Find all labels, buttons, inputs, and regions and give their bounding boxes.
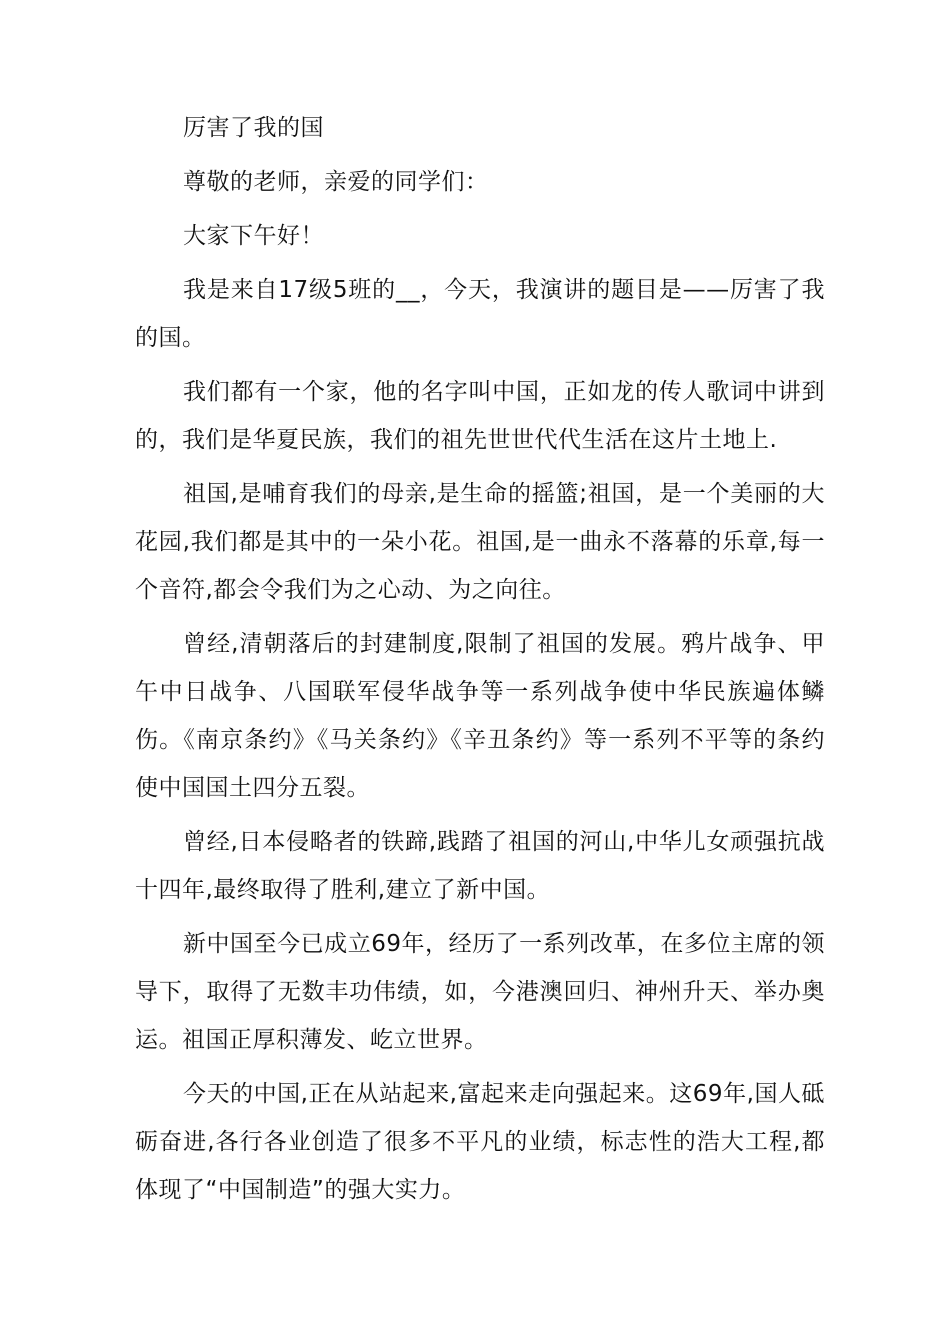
speech-title: 厉害了我的国 [183, 115, 324, 141]
paragraph-today: 今天的中国,正在从站起来,富起来走向强起来。这69年,国人砥砺奋进,各行各业创造了很多不平凡的业绩，标志性的浩大工程,都体现了“中国制造”的强大实力。 [135, 1081, 825, 1203]
salutation-line: 大家下午好！ [183, 223, 324, 249]
paragraph-intro: 我是来自17级5班的__，今天，我演讲的题目是——厉害了我的国。 [135, 277, 825, 351]
speech-text [135, 104, 825, 1220]
greeting-line: 尊敬的老师，亲爱的同学们： [183, 169, 489, 195]
paragraph-history-war: 曾经,日本侵略者的铁蹄,践踏了祖国的河山,中华儿女顽强抗战十四年,最终取得了胜利,建立了新中国。 [135, 829, 825, 903]
paragraph-new-china: 新中国至今已成立69年，经历了一系列改革，在多位主席的领导下，取得了无数丰功伟绩，如，今港澳回归、神州升天、举办奥运。祖国正厚积薄发、屹立世界。 [135, 931, 825, 1053]
paragraph-motherland: 祖国,是哺育我们的母亲,是生命的摇篮;祖国，是一个美丽的大花园,我们都是其中的一朵小花。祖国,是一曲永不落幕的乐章,每一个音符,都会令我们为之心动、为之向往。 [135, 481, 825, 603]
paragraph-home: 我们都有一个家，他的名字叫中国，正如龙的传人歌词中讲到的，我们是华夏民族，我们的祖先世世代代生活在这片土地上. [135, 379, 825, 453]
paragraph-history-qing: 曾经,清朝落后的封建制度,限制了祖国的发展。鸦片战争、甲午中日战争、八国联军侵华战争等一系列战争使中华民族遍体鳞伤。《南京条约》《马关条约》《辛丑条约》等一系列不平等的条约使中国国土四分五裂。 [135, 631, 825, 801]
